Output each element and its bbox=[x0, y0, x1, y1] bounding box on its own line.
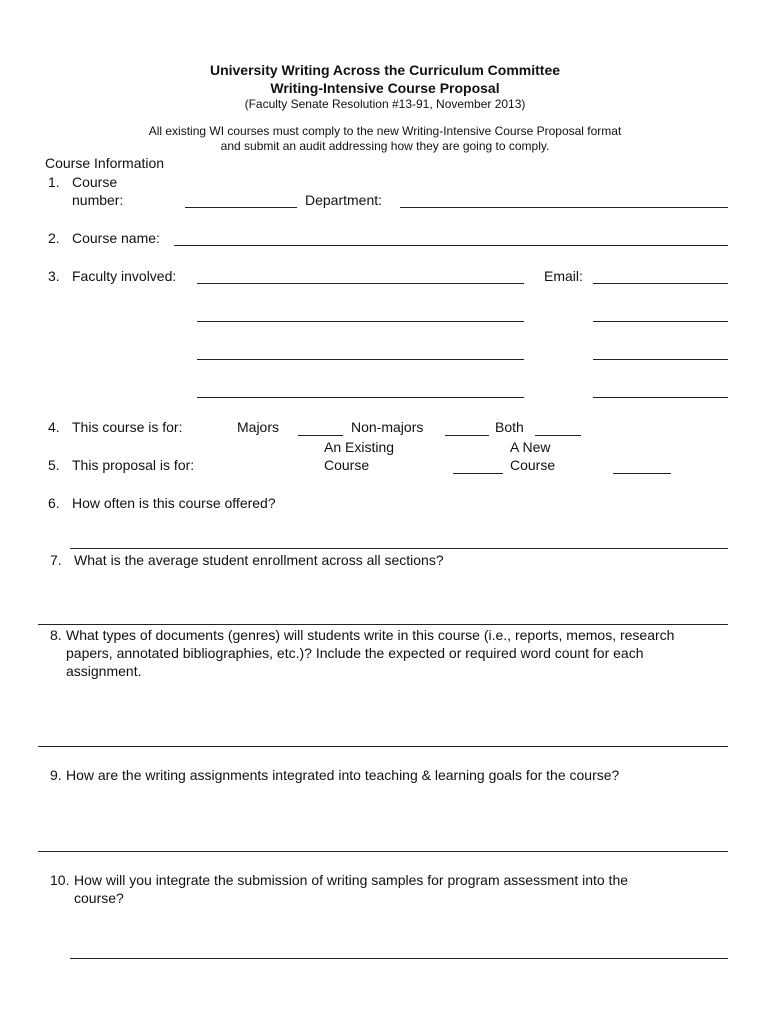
integration-field[interactable] bbox=[38, 851, 728, 852]
majors-field[interactable] bbox=[298, 435, 343, 436]
resolution-note: (Faculty Senate Resolution #13-91, November 2013) bbox=[244, 97, 526, 111]
course-name-label: Course name: bbox=[72, 230, 160, 246]
course-for-label: This course is for: bbox=[72, 419, 183, 435]
q1-number: 1. bbox=[48, 174, 60, 190]
both-field[interactable] bbox=[535, 435, 581, 436]
how-often-field[interactable] bbox=[70, 548, 728, 549]
q4-number: 4. bbox=[48, 419, 60, 435]
course-number-field[interactable] bbox=[185, 207, 297, 208]
q9-number: 9. bbox=[50, 767, 62, 783]
email-field-4[interactable] bbox=[593, 397, 728, 398]
proposal-for-label: This proposal is for: bbox=[72, 457, 195, 473]
q1-label-b: number: bbox=[72, 192, 124, 208]
email-field-1[interactable] bbox=[593, 283, 728, 284]
q3-number: 3. bbox=[48, 268, 60, 284]
faculty-label: Faculty involved: bbox=[72, 268, 177, 284]
compliance-notice-line2: and submit an audit addressing how they are going to comply. bbox=[220, 139, 550, 153]
enrollment-field[interactable] bbox=[38, 624, 728, 625]
faculty-field-4[interactable] bbox=[197, 397, 524, 398]
email-label: Email: bbox=[544, 268, 583, 284]
q1-label-a: Course bbox=[72, 174, 118, 190]
existing-course-label-b: Course bbox=[324, 457, 370, 473]
integration-label: How are the writing assignments integrated into teaching & learning goals for the course? bbox=[66, 767, 620, 783]
q6-number: 6. bbox=[48, 495, 60, 511]
course-name-field[interactable] bbox=[174, 245, 728, 246]
department-label: Department: bbox=[305, 192, 383, 208]
section-heading: Course Information bbox=[45, 155, 165, 171]
genres-label-line1: What types of documents (genres) will students write in this course (i.e., reports, memos, research bbox=[66, 627, 675, 643]
q5-number: 5. bbox=[48, 457, 60, 473]
q7-number: 7. bbox=[50, 552, 62, 568]
assessment-field[interactable] bbox=[70, 958, 728, 959]
q8-number: 8. bbox=[50, 627, 62, 643]
new-course-label-a: A New bbox=[510, 439, 551, 455]
existing-course-field[interactable] bbox=[453, 473, 503, 474]
form-title: University Writing Across the Curriculum Committee bbox=[209, 62, 561, 78]
q10-number: 10. bbox=[50, 872, 70, 888]
nonmajors-field[interactable] bbox=[445, 435, 489, 436]
both-label: Both bbox=[495, 419, 524, 435]
nonmajors-label: Non-majors bbox=[351, 419, 424, 435]
genres-field[interactable] bbox=[38, 746, 728, 747]
new-course-field[interactable] bbox=[613, 473, 671, 474]
majors-label: Majors bbox=[237, 419, 280, 435]
enrollment-label: What is the average student enrollment across all sections? bbox=[74, 552, 444, 568]
assessment-label-line1: How will you integrate the submission of writing samples for program assessment into the bbox=[74, 872, 629, 888]
form-subtitle: Writing-Intensive Course Proposal bbox=[270, 80, 500, 96]
department-field[interactable] bbox=[400, 207, 728, 208]
faculty-field-2[interactable] bbox=[197, 321, 524, 322]
assessment-label-line2: course? bbox=[74, 890, 124, 906]
existing-course-label-a: An Existing bbox=[324, 439, 395, 455]
genres-label-line2: papers, annotated bibliographies, etc.)? Include the expected or required word count for each bbox=[66, 645, 644, 661]
compliance-notice-line1: All existing WI courses must comply to the new Writing-Intensive Course Proposal format bbox=[148, 124, 622, 138]
q2-number: 2. bbox=[48, 230, 60, 246]
how-often-label: How often is this course offered? bbox=[72, 495, 276, 511]
email-field-2[interactable] bbox=[593, 321, 728, 322]
genres-label-line3: assignment. bbox=[66, 663, 142, 679]
email-field-3[interactable] bbox=[593, 359, 728, 360]
new-course-label-b: Course bbox=[510, 457, 556, 473]
faculty-field-3[interactable] bbox=[197, 359, 524, 360]
faculty-field-1[interactable] bbox=[197, 283, 524, 284]
